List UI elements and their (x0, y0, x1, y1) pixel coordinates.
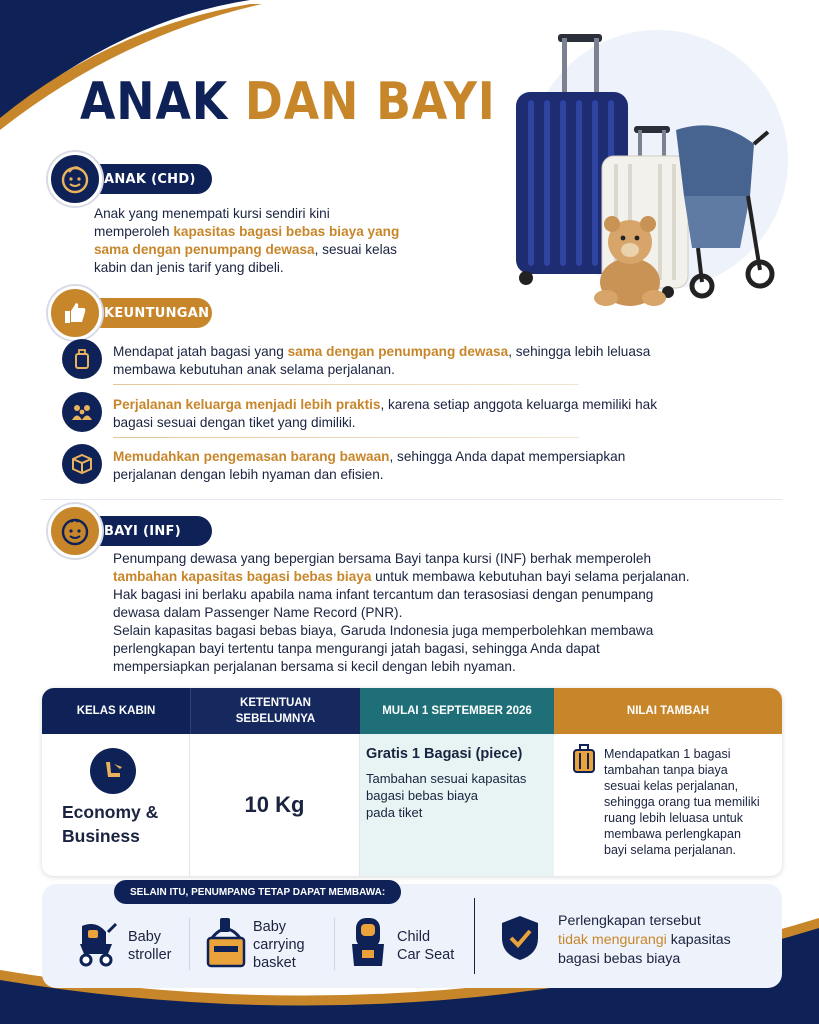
thumbs-up-icon (48, 286, 102, 340)
divider (113, 437, 579, 438)
table-header-value: NILAI TAMBAH (554, 688, 782, 734)
new-rule-cell: Gratis 1 Bagasi (piece) Tambahan sesuai kapasitas bagasi bebas biaya pada tiket (360, 734, 554, 876)
benefit-item-1: Mendapat jatah bagasi yang sama dengan penumpang dewasa, sehingga lebih leluasa membawa kebutuhan anak selama perjalanan. (113, 344, 651, 377)
divider (113, 384, 579, 385)
cabin-class-label: Economy & Business (62, 802, 159, 846)
table-header-cabin: KELAS KABIN (42, 688, 190, 734)
baggage-comparison-table (42, 688, 782, 876)
item-label-car-seat: Child Car Seat (397, 929, 455, 963)
additional-items-label: SELAIN ITU, PENUMPANG TETAP DAPAT MEMBAWA: (114, 880, 401, 904)
section-label-bayi: BAYI (INF) (74, 516, 212, 546)
section-label-keuntungan: KEUNTUNGAN (74, 298, 212, 328)
divider (334, 918, 335, 970)
page-title: ANAK DAN BAYI (80, 72, 496, 132)
additional-items-panel (42, 884, 782, 988)
previous-rule-cell: 10 Kg (190, 734, 360, 876)
added-value-cell: Mendapatkan 1 bagasi tambahan tanpa biaya sesuai kelas perjalanan, sehingga orang tua memiliki ruang lebih leluasa untuk membawa perlengkapan bayi selama perjalanan. (554, 734, 782, 876)
cabin-class-cell (42, 734, 190, 876)
luggage-icon (572, 744, 596, 780)
child-face-icon (48, 152, 102, 206)
benefit-item-2: Perjalanan keluarga menjadi lebih praktis, karena setiap anggota keluarga memiliki hak bagasi sesuai dengan tiket yang dimiliki. (113, 397, 658, 430)
stroller-icon (72, 918, 122, 972)
bayi-description: Penumpang dewasa yang bepergian bersama Bayi tanpa kursi (INF) berhak memperoleh tambahan kapasitas bagasi bebas biaya untuk membawa kebutuhan bayi selama perjalanan. Hak bagasi ini berlaku apabila nama infant tercantum dan terasosiasi dengan penumpang dewasa dalam Passenger Name Record (PNR). Selain kapasitas bagasi bebas biaya, Garuda Indonesia juga memperbolehkan membawa perlengkapan bayi tertentu tanpa mengurangi jatah bagasi, sehingga Anda dapat mempersiapkan perjalanan bersama si kecil dengan lebih nyaman. (113, 551, 690, 674)
table-header-before: KETENTUAN SEBELUMNYA (190, 688, 360, 734)
package-icon (62, 444, 102, 484)
shield-check-icon (500, 914, 540, 966)
benefit-item-3: Memudahkan pengemasan barang bawaan, sehingga Anda dapat mempersiapkan perjalanan dengan lebih nyaman dan efisien. (113, 449, 626, 482)
baby-face-icon (48, 504, 102, 558)
car-seat-icon (348, 916, 388, 976)
item-label-basket: Baby carrying basket (253, 919, 305, 971)
anak-description: Anak yang menempati kursi sendiri kini memperoleh kapasitas bagasi bebas biaya yang sama dengan penumpang dewasa, sesuai kelas kabin dan jenis tarif yang dibeli. (94, 206, 400, 275)
divider (474, 898, 475, 974)
section-divider (42, 499, 782, 500)
luggage-icon (62, 339, 102, 379)
divider (189, 918, 190, 970)
note-text: Perlengkapan tersebut tidak mengurangi kapasitas bagasi bebas biaya (558, 913, 731, 967)
section-label-anak: ANAK (CHD) (74, 164, 212, 194)
item-label-stroller: Baby stroller (128, 929, 172, 963)
luggage-stroller-illustration (448, 20, 808, 310)
family-icon (62, 392, 102, 432)
seat-icon (90, 748, 136, 794)
baby-basket-icon (204, 916, 248, 976)
table-header-new: MULAI 1 SEPTEMBER 2026 (360, 688, 554, 734)
